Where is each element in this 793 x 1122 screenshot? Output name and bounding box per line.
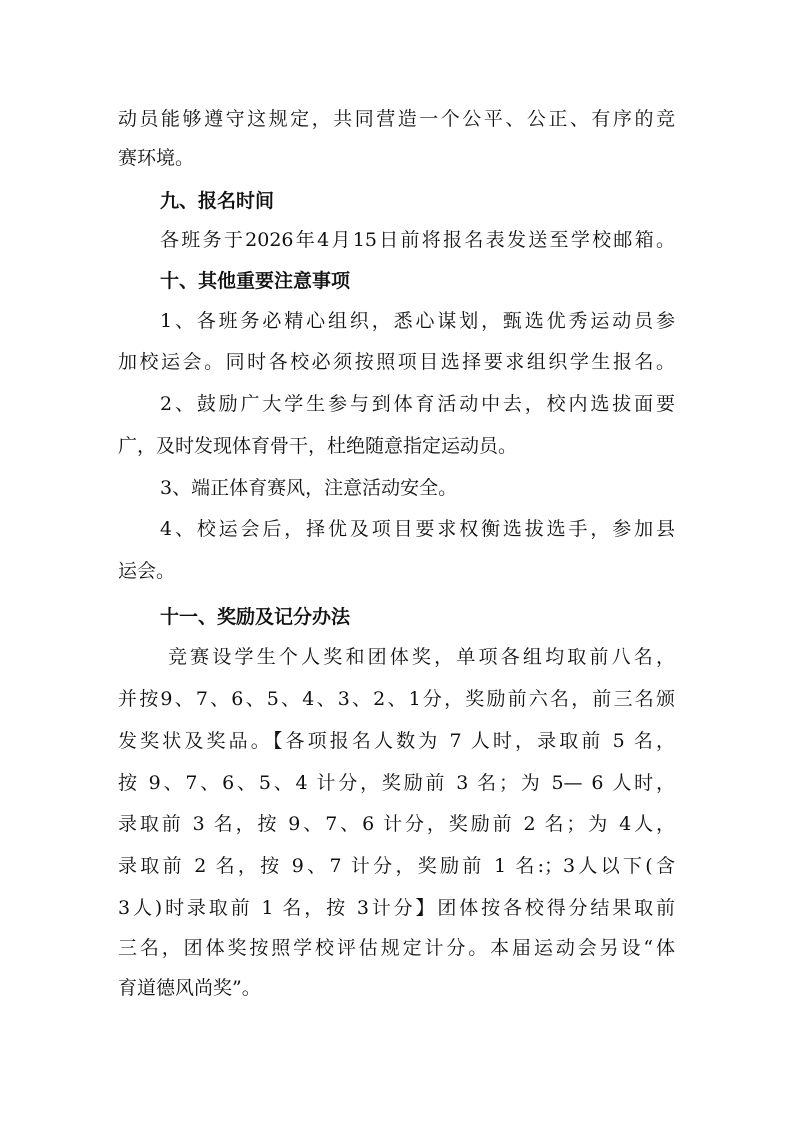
paragraph-line: 3、端正体育赛风，注意活动安全。 [160,477,458,499]
paragraph-line: 赛环境。 [118,147,195,169]
section-heading: 十、其他重要注意事项 [160,270,351,292]
paragraph-line: 加校运会。同时各校必须按照项目选择要求组织学生报名。 [118,351,675,373]
paragraph-line: 录取前 2 名，按 9、7 计分，奖励前 1 名:；3人以下(含 [118,855,675,877]
paragraph-line: 三名，团体奖按照学校评估规定计分。本届运动会另设“体 [118,937,675,959]
section-heading: 十一、奖励及记分办法 [160,606,351,628]
paragraph-line: 育道德风尚奖”。 [118,977,261,999]
paragraph-line: 4、校运会后，择优及项目要求权衡选拔选手，参加县 [160,518,675,540]
paragraph-line: 3人)时录取前 1 名，按 3计分】团体按各校得分结果取前 [118,897,675,919]
paragraph-line: 2、鼓励广大学生参与到体育活动中去，校内选拔面要 [160,393,675,415]
paragraph-line: 竞赛设学生个人奖和团体奖，单项各组均取前八名， [168,646,675,668]
paragraph-line: 运会。 [118,560,176,582]
paragraph-line: 按 9、7、6、5、4 计分，奖励前 3 名；为 5— 6 人时， [118,772,675,794]
paragraph-line: 1、各班务必精心组织，悉心谋划，甄选优秀运动员参 [160,310,675,332]
paragraph-line: 动员能够遵守这规定，共同营造一个公平、公正、有序的竞 [118,108,675,130]
paragraph-line: 并按9、7、6、5、4、3、2、1分，奖励前六名，前三名颁 [118,688,675,710]
paragraph-line: 录取前 3 名，按 9、7、6 计分，奖励前 2 名；为 4人， [118,813,675,835]
paragraph-line: 发奖状及奖品。【各项报名人数为 7 人时，录取前 5 名， [118,730,675,752]
section-heading: 九、报名时间 [160,190,275,212]
paragraph-line: 广，及时发现体育骨干，杜绝随意指定运动员。 [118,435,518,457]
paragraph-line: 各班务于2026年4月15日前将报名表发送至学校邮箱。 [160,229,675,251]
